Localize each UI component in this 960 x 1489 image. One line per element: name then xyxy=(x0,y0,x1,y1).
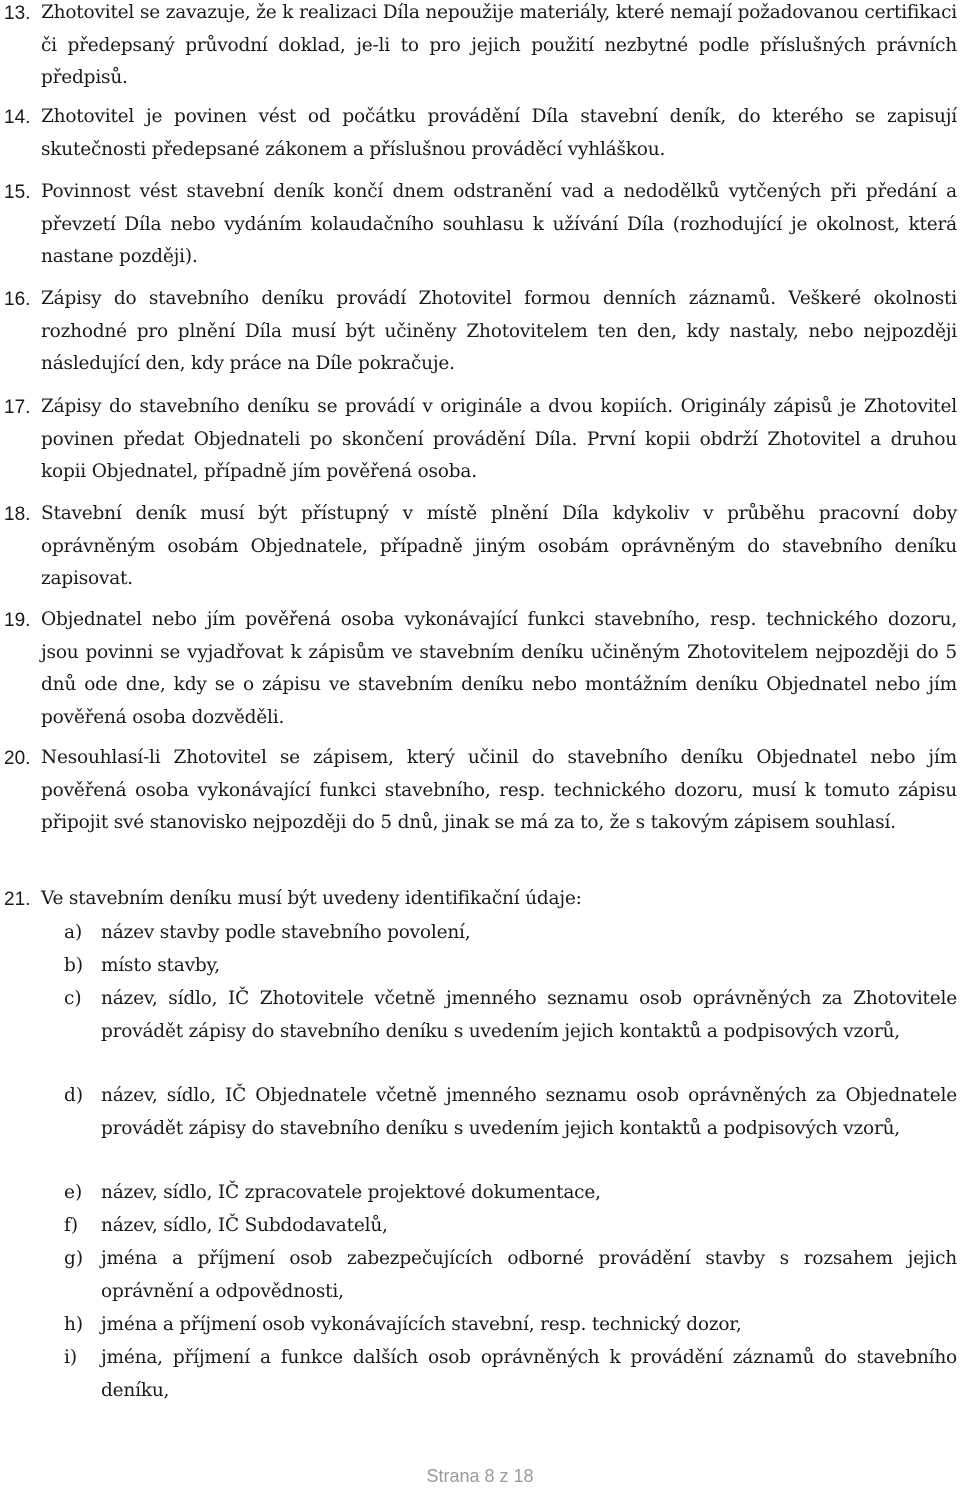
clause-number: 14. xyxy=(4,107,31,128)
list-text: místo stavby, xyxy=(101,955,220,976)
clause-text: Nesouhlasí-li Zhotovitel se zápisem, který učinil do stavebního deníku Objednatel nebo jím pověřená osoba vykonávající funkci stavebního, resp. technického dozoru, musí k tomuto zápisu připojit své stanovisko nejpozději do 5 dnů, jinak se má za to, že s takovým zápisem souhlasí. xyxy=(41,747,957,833)
clause-text: Ve stavebním deníku musí být uvedeny identifikační údaje: xyxy=(41,888,582,909)
clause-number: 18. xyxy=(4,504,31,525)
clause-number: 20. xyxy=(4,748,31,769)
clause-text: Zápisy do stavebního deníku provádí Zhotovitel formou denních záznamů. Veškeré okolnosti rozhodné pro plnění Díla musí být učiněny Zhotovitelem ten den, kdy nastaly, nebo nejpozději následující den, kdy práce na Díle pokračuje. xyxy=(41,288,957,374)
clause-text: Povinnost vést stavební deník končí dnem odstranění vad a nedodělků vytčených při předání a převzetí Díla nebo vydáním kolaudačního souhlasu k užívání Díla (rozhodující je okolnost, která nastane později). xyxy=(41,181,957,267)
list-text: název, sídlo, IČ zpracovatele projektové dokumentace, xyxy=(101,1182,601,1203)
list-letter: i) xyxy=(64,1347,78,1368)
list-text: název, sídlo, IČ Zhotovitele včetně jmenného seznamu osob oprávněných za Zhotovitele provádět zápisy do stavebního deníku s uvedením jejich kontaktů a podpisových vzorů, xyxy=(101,988,957,1042)
clause-number: 13. xyxy=(4,3,31,24)
clause-text: Zápisy do stavebního deníku se provádí v originále a dvou kopiích. Originály zápisů je Zhotovitel povinen předat Objednateli po skončení provádění Díla. První kopii obdrží Zhotovitel a druhou kopii Objednatel, případně jím pověřená osoba. xyxy=(41,396,957,482)
list-text: jména a příjmení osob vykonávajících stavební, resp. technický dozor, xyxy=(101,1314,742,1335)
clause-number: 19. xyxy=(4,610,31,631)
list-letter: e) xyxy=(64,1182,83,1203)
clause-text: Stavební deník musí být přístupný v místě plnění Díla kdykoliv v průběhu pracovní doby oprávněným osobám Objednatele, případně jiným osobám oprávněným do stavebního deníku zapisovat. xyxy=(41,503,957,589)
list-text: název, sídlo, IČ Objednatele včetně jmenného seznamu osob oprávněných za Objednatele provádět zápisy do stavebního deníku s uvedením jejich kontaktů a podpisových vzorů, xyxy=(101,1085,957,1139)
list-letter: a) xyxy=(64,922,83,943)
clause-text: Zhotovitel se zavazuje, že k realizaci Díla nepoužije materiály, které nemají požadovanou certifikaci či předepsaný průvodní doklad, je-li to pro jejich použití nezbytné podle příslušných právních předpisů. xyxy=(41,2,957,88)
clause-number: 15. xyxy=(4,182,31,203)
clause-number: 17. xyxy=(4,397,31,418)
list-letter: f) xyxy=(64,1215,79,1236)
clause-number: 21. xyxy=(4,889,31,910)
list-letter: c) xyxy=(64,988,82,1009)
list-letter: h) xyxy=(64,1314,84,1335)
page-number-footer: Strana 8 z 18 xyxy=(426,1466,534,1486)
clause-text: Zhotovitel je povinen vést od počátku provádění Díla stavební deník, do kterého se zapisují skutečnosti předepsané zákonem a příslušnou prováděcí vyhláškou. xyxy=(41,106,957,160)
list-text: jména, příjmení a funkce dalších osob oprávněných k provádění záznamů do stavebního deníku, xyxy=(101,1347,957,1401)
list-letter: b) xyxy=(64,955,84,976)
list-letter: g) xyxy=(64,1248,84,1269)
clause-number: 16. xyxy=(4,289,31,310)
clause-text: Objednatel nebo jím pověřená osoba vykonávající funkci stavebního, resp. technického dozoru, jsou povinni se vyjadřovat k zápisům ve stavebním deníku učiněným Zhotovitelem nejpozději do 5 dnů ode dne, kdy se o zápisu ve stavebním deníku nebo montážním deníku Objednatel nebo jím pověřená osoba dozvěděli. xyxy=(41,609,957,728)
list-letter: d) xyxy=(64,1085,84,1106)
list-text: název stavby podle stavebního povolení, xyxy=(101,922,471,943)
list-text: jména a příjmení osob zabezpečujících odborné provádění stavby s rozsahem jejich oprávnění a odpovědnosti, xyxy=(101,1248,957,1302)
list-text: název, sídlo, IČ Subdodavatelů, xyxy=(101,1215,388,1236)
